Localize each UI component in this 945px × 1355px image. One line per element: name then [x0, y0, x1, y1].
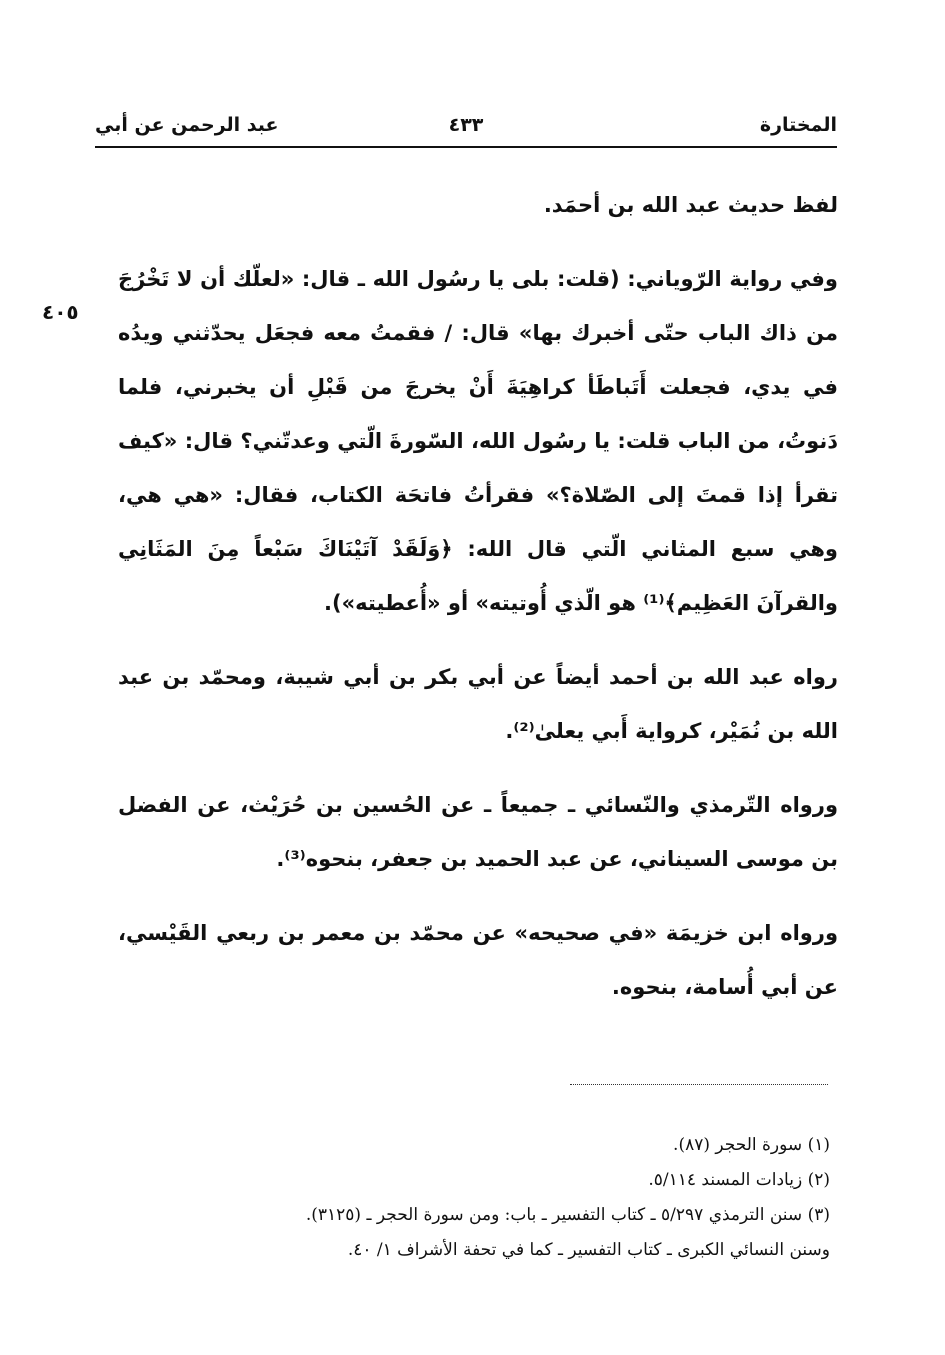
margin-folio-number: ٤٠٥ [42, 300, 79, 324]
footnote: (٣) سنن الترمذي ٥/٢٩٧ ـ كتاب التفسير ـ باب: ومن سورة الحجر ـ (٣١٢٥). [305, 1205, 830, 1225]
paragraph: رواه عبد الله بن أحمد أيضاً عن أبي بكر بن أبي شيبة، ومحمّد بن عبد الله بن نُمَيْر، كرواية أَبي يعلىٰ⁽²⁾. [118, 665, 838, 743]
paragraph: ورواه التّرمذي والنّسائي ـ جميعاً ـ عن الحُسين بن حُرَيْث، عن الفضل بن موسى السيناني، عن عبد الحميد بن جعفر، بنحوه⁽³⁾. [118, 793, 838, 871]
header-chapter-title: عبد الرحمن عن أبي [95, 114, 279, 136]
running-header [95, 112, 837, 148]
footnote-continuation: وسنن النسائي الكبرى ـ كتاب التفسير ـ كما في تحفة الأشراف ١/ ٤٠. [347, 1240, 830, 1260]
footnotes [120, 1128, 830, 1268]
footnote-separator [570, 1084, 828, 1085]
paragraph: وفي رواية الرّوياني: (قلت: بلى يا رسُول الله ـ قال: «لعلّك أن لا تَخْرُجَ من ذاك الباب حتّى أخبرك بها» قال: / فقمتُ معه فجعَل يحدّثني ويدُه في يدي، فجعلت أَتَباطَأ كراهِيَةَ أَنْ يخرجَ من قَبْلِ أن يخبرني، فلما دَنوتُ، من الباب قلت: يا رسُول الله، السّورةَ الّتي وعدتّني؟ قال: «كيف تقرأ إذا قمتَ إلى الصّلاة؟» فقرأتُ فاتحَة الكتاب، فقال: «هي هي، وهي سبع المثاني الّتي قال الله: ﴿وَلَقَدْ آتَيْنَاكَ سَبْعاً مِنَ المَثَانِي والقرآنَ العَظِيم﴾⁽¹⁾ هو الّذي أُوتيته» أو «أُعطيته»). [118, 267, 838, 615]
footnote: (١) سورة الحجر (٨٧). [673, 1135, 830, 1155]
paragraph: ورواه ابن خزيمَة «في صحيحه» عن محمّد بن معمر بن ربعي القَيْسي، عن أبي أُسامة، بنحوه. [118, 921, 838, 999]
footnote: (٢) زيادات المسند ٥/١١٤. [648, 1170, 830, 1190]
paragraph: لفظ حديث عبد الله بن أحمَد. [543, 193, 838, 217]
main-text [118, 178, 838, 1034]
header-book-title: المختارة [759, 114, 837, 136]
page-number: ٤٣٣ [448, 114, 484, 136]
